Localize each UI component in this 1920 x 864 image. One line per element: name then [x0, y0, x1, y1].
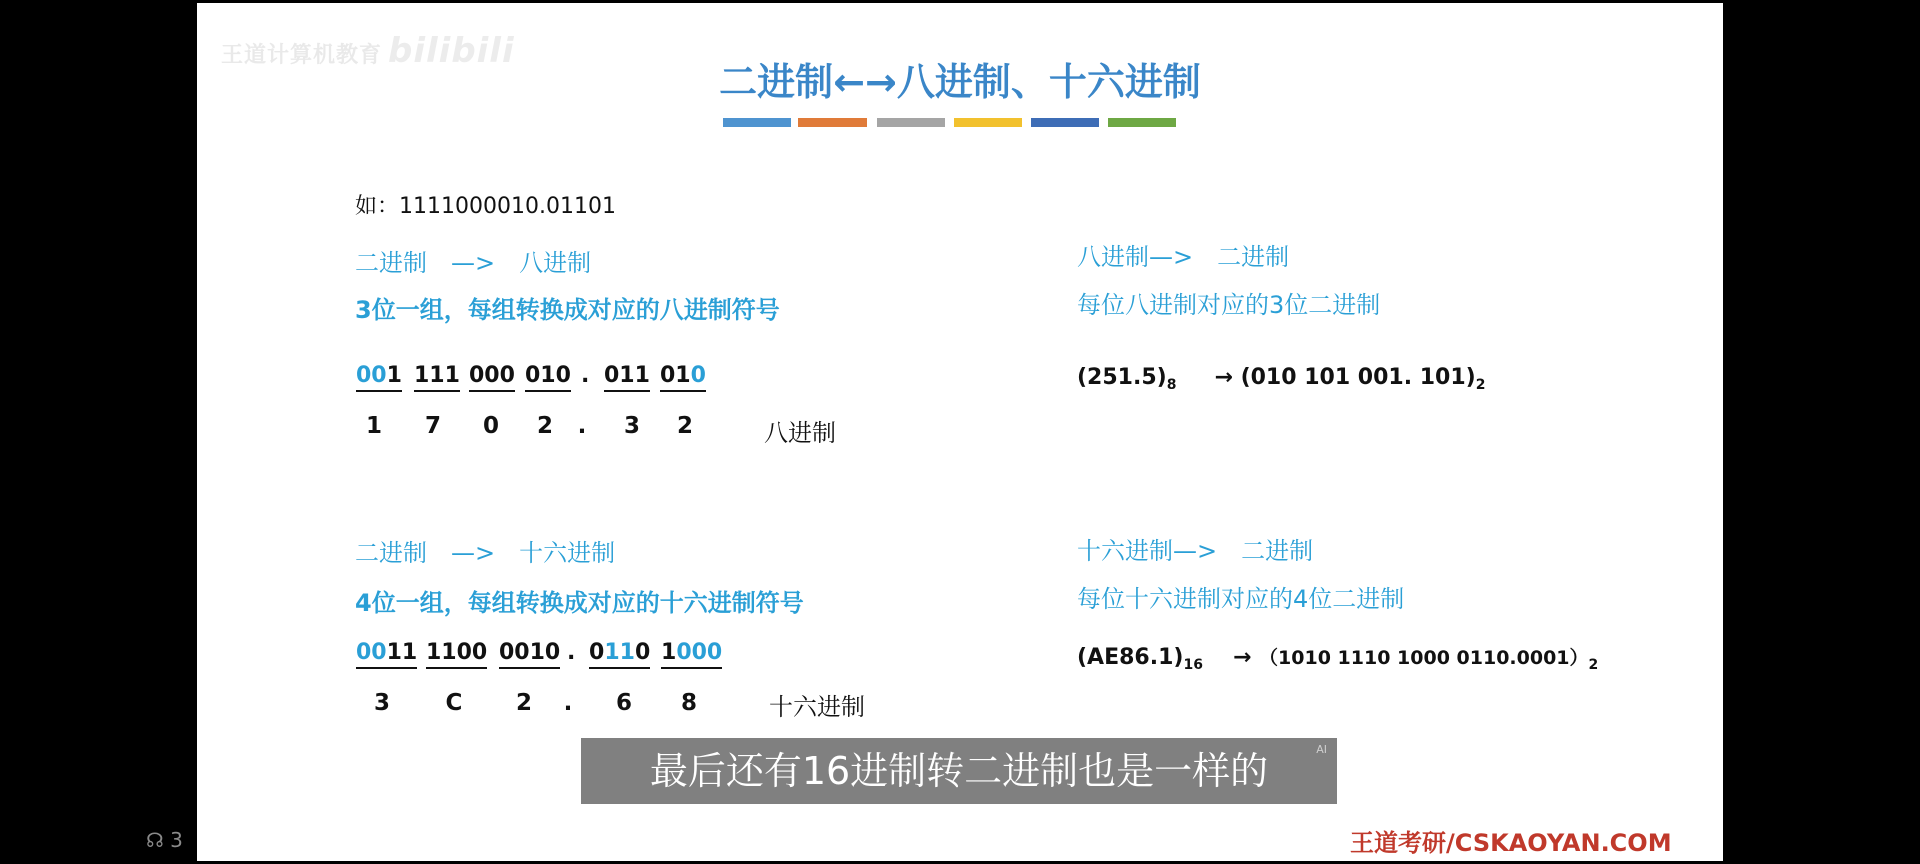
hex-digit: 8: [680, 690, 697, 716]
bin-base: 2: [1475, 377, 1486, 393]
example-number: 如：1111000010.01101: [355, 194, 616, 219]
slide-title: 二进制←→八进制、十六进制: [719, 60, 1201, 104]
oct-group-2: [414, 363, 460, 392]
group-rest: 01: [660, 363, 691, 388]
oct-to-bin-heading: 八进制—> 二进制: [1077, 243, 1290, 271]
right-arrow-icon: →: [1214, 365, 1233, 390]
ai-badge: AI: [1316, 743, 1327, 756]
oct-binary-point: .: [581, 363, 590, 388]
ai-subtitle: [581, 738, 1337, 804]
right-arrow-icon: →: [1232, 645, 1252, 670]
viewer-count-text: 3: [170, 828, 183, 852]
bin-value: (010 101 001. 101): [1240, 365, 1476, 390]
oct-group-1: [356, 363, 402, 392]
hex-group-3: 0010: [499, 640, 560, 669]
brand-footer: 王道考研/CSKAOYAN.COM: [1350, 829, 1672, 857]
hex-to-bin-rule: 每位十六进制对应的4位二进制: [1077, 585, 1405, 613]
hex-digit: 6: [615, 690, 632, 716]
hex-group-4: 0110: [589, 640, 650, 669]
oct-digit: 0: [482, 413, 499, 439]
oct-value: (251.5): [1077, 365, 1167, 390]
hex-value: (AE86.1): [1077, 645, 1184, 670]
group-rest: 111: [414, 363, 460, 388]
bilibili-logo: bilibili: [388, 31, 515, 71]
oct-to-bin-rule: 每位八进制对应的3位二进制: [1077, 291, 1381, 319]
color-bar-segment: [1031, 118, 1099, 127]
group-highlight: 00: [356, 363, 387, 388]
oct-group-6: [660, 363, 706, 392]
hex-heading: 二进制 —> 十六进制: [355, 539, 616, 567]
oct-label: 八进制: [764, 419, 836, 447]
hex-binary-point: .: [567, 640, 576, 665]
oct-digit: 3: [623, 413, 640, 439]
hex-digit: .: [563, 690, 573, 716]
bin-value: （1010 1110 1000 0110.0001）: [1259, 647, 1589, 669]
hex-digit: 3: [373, 690, 390, 716]
oct-group-4: [525, 363, 571, 392]
color-bar-segment: [798, 118, 867, 127]
hex-base: 16: [1183, 657, 1203, 673]
oct-to-bin-example: [1077, 365, 1485, 393]
hex-digit: C: [445, 690, 463, 716]
group-rest: 000: [469, 363, 515, 388]
hex-digit: 2: [515, 690, 532, 716]
oct-digit: 2: [536, 413, 553, 439]
hex-group-2: 1100: [426, 640, 487, 669]
subtitle-text: 最后还有16进制转二进制也是一样的: [649, 749, 1269, 793]
group-rest: 010: [525, 363, 571, 388]
oct-digit: .: [577, 413, 587, 439]
color-bar-segment: [877, 118, 945, 127]
hex-to-bin-example: [1077, 643, 1598, 673]
hex-group-1: 0011: [356, 640, 417, 669]
oct-base: 8: [1166, 377, 1177, 393]
bin-base: 2: [1588, 657, 1599, 673]
oct-heading: 二进制 —> 八进制: [355, 249, 592, 277]
oct-digit: 1: [365, 413, 382, 439]
oct-digit: 7: [424, 413, 441, 439]
hex-label: 十六进制: [769, 693, 865, 721]
oct-group-3: [469, 363, 515, 392]
hex-to-bin-heading: 十六进制—> 二进制: [1077, 537, 1314, 565]
lecture-slide: [197, 3, 1723, 861]
viewers-icon: ☊: [146, 828, 164, 852]
watermark-text: 王道计算机教育: [221, 43, 383, 68]
oct-rule: 3位一组，每组转换成对应的八进制符号: [355, 296, 780, 324]
hex-rule: 4位一组，每组转换成对应的十六进制符号: [355, 589, 804, 617]
oct-digit: 2: [676, 413, 693, 439]
color-bar-segment: [723, 118, 791, 127]
group-rest: 011: [604, 363, 650, 388]
group-highlight: 0: [690, 363, 706, 388]
group-rest: 1: [386, 363, 402, 388]
hex-group-5: 1000: [661, 640, 722, 669]
color-bar-segment: [1108, 118, 1176, 127]
viewer-count: [146, 828, 183, 852]
color-bar-segment: [954, 118, 1022, 127]
oct-group-5: [604, 363, 650, 392]
